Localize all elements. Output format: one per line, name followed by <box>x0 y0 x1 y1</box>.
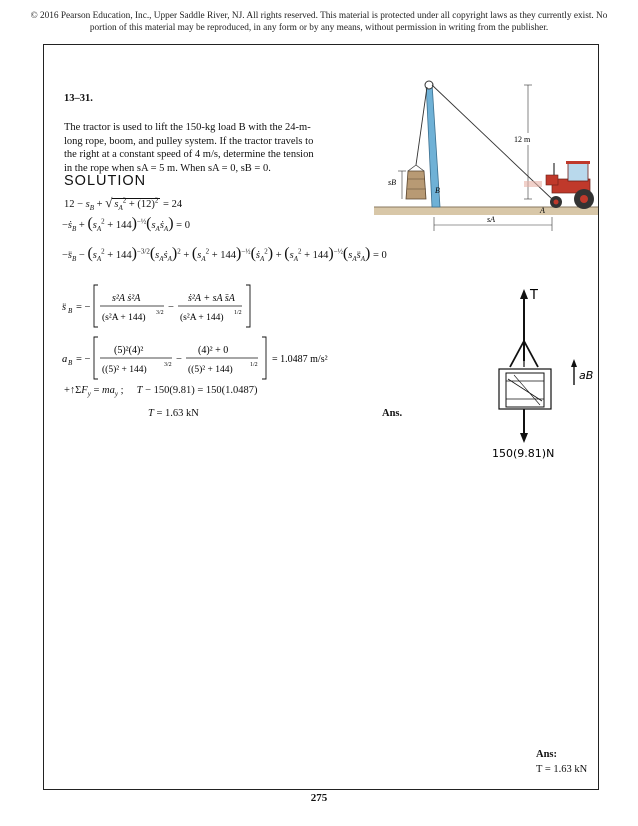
equation-1: $12 - s_B$ + √ $s_A^2 + (12)^2 = 24$ <box>64 195 183 213</box>
label-height: 12 m <box>514 135 531 144</box>
fbd-accel-label: aB <box>579 369 594 382</box>
svg-text:= −: = − <box>76 354 91 365</box>
svg-text:−: − <box>168 302 174 313</box>
equation-5 <box>60 333 340 383</box>
solution-frame <box>43 44 599 790</box>
equation-7: T = 1.63 kN <box>148 408 199 419</box>
label-sa: sA <box>487 215 495 224</box>
svg-text:(s²A + 144): (s²A + 144) <box>102 313 146 323</box>
svg-text:1/2: 1/2 <box>250 362 258 368</box>
svg-text:B: B <box>68 307 73 315</box>
fbd-weight-label: 150(9.81)N <box>492 447 555 460</box>
svg-text:3/2: 3/2 <box>164 362 172 368</box>
fbd-tension-label: T <box>530 288 538 303</box>
svg-text:((5)² + 144): ((5)² + 144) <box>188 365 233 375</box>
equation-4 <box>60 281 260 331</box>
svg-text:= −: = − <box>76 302 91 313</box>
svg-text:(5)²(4)²: (5)²(4)² <box>114 345 144 356</box>
problem-number: 13–31. <box>64 93 93 104</box>
svg-text:= 1.0487 m/s²: = 1.0487 m/s² <box>272 354 328 365</box>
svg-text:((5)² + 144): ((5)² + 144) <box>102 365 147 375</box>
problem-figure <box>374 75 598 265</box>
problem-statement: The tractor is used to lift the 150-kg load B with the 24-m-long rope, boom, and pulley system. If the tractor travels to the right at a constant speed of 4 m/s, determine the tension in the rope when sA = 5 m. When sA = 0, sB = 0. <box>64 122 314 174</box>
label-sb: sB <box>388 178 396 187</box>
label-a: A <box>540 206 545 215</box>
svg-text:(4)² + 0: (4)² + 0 <box>198 345 229 356</box>
free-body-diagram <box>484 283 596 463</box>
svg-text:(s²A + 144): (s²A + 144) <box>180 313 224 323</box>
answer-box-value: T = 1.63 kN <box>536 764 588 775</box>
equation-6: $+↑\Sigma F_y = ma_y$ ; T − 150(9.81) = 150(1.0487) <box>64 385 258 399</box>
svg-text:ṡ²A + sA s̈A: ṡ²A + sA s̈A <box>188 293 235 304</box>
label-b: B <box>435 186 440 195</box>
svg-text:s²A ṡ²A: s²A ṡ²A <box>112 293 141 304</box>
answer-box-title: Ans: <box>536 749 558 760</box>
svg-text:3/2: 3/2 <box>156 310 164 316</box>
equation-3: $-s̈_B - (s_A^2$ + $144)^{-3/2}(s_Aṡ_A)^2 + (s_A^2$ + $144)^{-\frac{1}{2}}(ṡ_A^2) + (s_A^2$ + $144)^{-\frac{1}{2}}(s_As̈_A) = 0$ <box>62 245 387 264</box>
svg-text:−: − <box>176 354 182 365</box>
tractor <box>524 161 594 209</box>
page-number: 275 <box>310 792 328 804</box>
copyright-notice: © 2016 Pearson Education, Inc., Upper Saddle River, NJ. All rights reserved. This material is protected under all copyright laws as they currently exist. No portion of this material may be reproduced, in any form or by any means, without permission in writing from the publisher. <box>30 11 608 33</box>
equation-2: −ṡ$_B$ + ($s_A^2$ + $144)^{-\frac{1}{2}}(s_Aṡ_A) = 0$ <box>62 215 190 234</box>
svg-text:a: a <box>62 354 68 365</box>
answer-label: Ans. <box>382 408 403 419</box>
load-crate <box>406 165 426 199</box>
solution-heading: SOLUTION <box>64 173 147 189</box>
svg-text:s̈: s̈ <box>62 302 67 313</box>
svg-text:B: B <box>68 359 73 367</box>
svg-text:1/2: 1/2 <box>234 310 242 316</box>
